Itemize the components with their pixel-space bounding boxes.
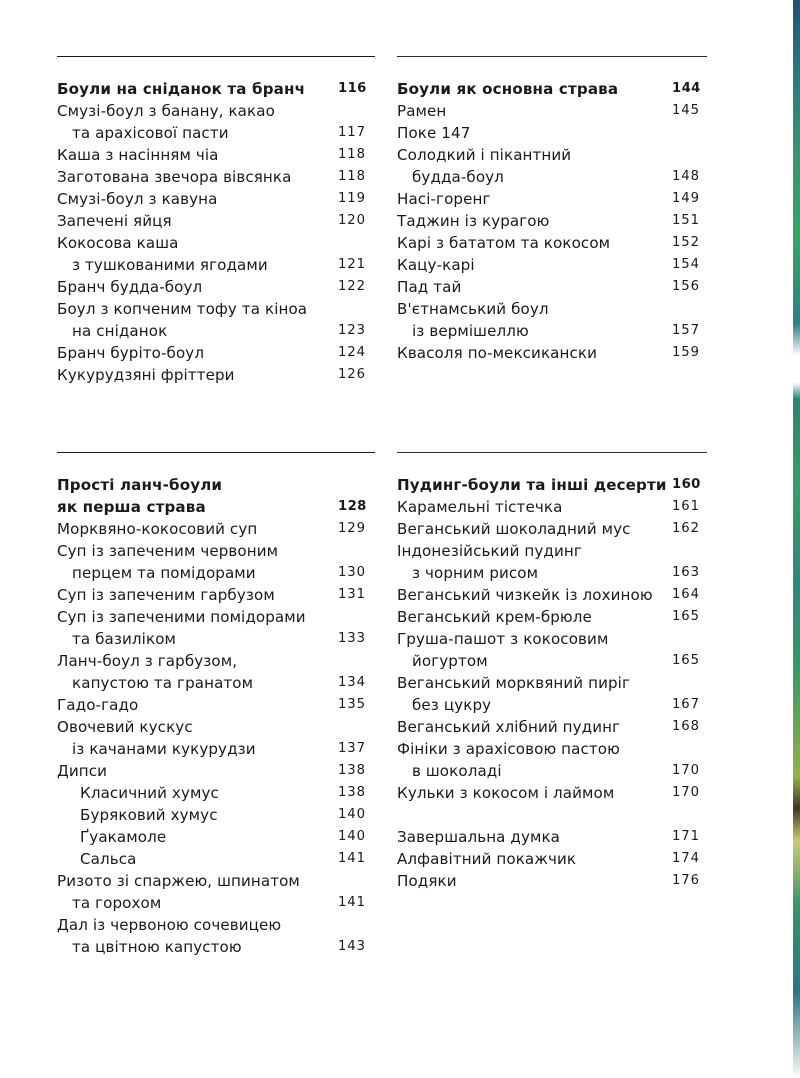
toc-entry[interactable] <box>57 342 375 364</box>
toc-entry-line <box>57 694 375 716</box>
toc-entry-line <box>397 738 707 760</box>
toc-entry-label: Ланч-боул з гарбузом, <box>57 652 238 670</box>
toc-entry-line <box>397 78 707 100</box>
toc-entry-line <box>397 584 707 606</box>
toc-page-number: 162 <box>672 521 700 536</box>
toc-entry-label: із вермішеллю <box>412 322 529 340</box>
toc-entry[interactable] <box>57 276 375 298</box>
toc-entry-label: Кульки з кокосом і лаймом <box>397 784 615 802</box>
toc-group-spacer <box>397 804 707 826</box>
toc-page-number: 124 <box>338 345 366 360</box>
toc-entry[interactable] <box>57 518 375 540</box>
toc-entry-line <box>57 628 375 650</box>
toc-entry-label: та базиліком <box>72 630 177 648</box>
toc-entry-line <box>397 716 707 738</box>
toc-entry-label: Груша-пашот з кокосовим <box>397 630 609 648</box>
toc-entry-line <box>57 100 375 122</box>
toc-entry-label: В'єтнамський боул <box>397 300 549 318</box>
toc-entry-line <box>57 540 375 562</box>
toc-entry[interactable] <box>397 122 707 144</box>
toc-entry-label: Ризото зі спаржею, шпинатом <box>57 872 300 890</box>
toc-entry[interactable] <box>397 848 707 870</box>
toc-entry-line <box>57 760 375 782</box>
toc-entry-label: Веганський крем-брюле <box>397 608 592 626</box>
toc-entry[interactable] <box>397 496 707 518</box>
toc-entry-label: із качанами кукурудзи <box>72 740 256 758</box>
toc-entry-line <box>57 364 375 386</box>
toc-entry[interactable] <box>57 188 375 210</box>
toc-entry-line <box>397 826 707 848</box>
toc-entry-line <box>57 782 375 804</box>
toc-page-number: 118 <box>338 147 366 162</box>
toc-entry-label: Пудинг-боули та інші десерти <box>397 476 667 494</box>
toc-entry[interactable] <box>397 100 707 122</box>
section-rule <box>57 56 375 57</box>
toc-entry-line <box>57 936 375 958</box>
toc-entry-line <box>57 716 375 738</box>
toc-entry-label: Бранч буріто-боул <box>57 344 205 362</box>
toc-entry[interactable] <box>57 144 375 166</box>
toc-entry-label: Кукурудзяні фріттери <box>57 366 235 384</box>
toc-entry-label: Суп із запеченими помідорами <box>57 608 306 626</box>
toc-entry-line <box>57 144 375 166</box>
toc-entry-line <box>397 342 707 364</box>
section-rule <box>397 56 707 57</box>
toc-section-heading[interactable] <box>397 474 707 496</box>
toc-entry-label: Кокосова каша <box>57 234 179 252</box>
toc-entry-label: Смузі-боул з кавуна <box>57 190 218 208</box>
toc-entry-label: Овочевий кускус <box>57 718 193 736</box>
toc-entry-label: Веганський хлібний пудинг <box>397 718 621 736</box>
toc-page-number: 131 <box>338 587 366 602</box>
toc-page-number: 116 <box>338 81 367 96</box>
toc-entry[interactable] <box>57 540 375 584</box>
toc-entry[interactable] <box>57 760 375 782</box>
toc-entry-label: Буряковий хумус <box>80 806 218 824</box>
toc-section-heading[interactable] <box>397 78 707 100</box>
toc-entry-line <box>57 826 375 848</box>
toc-entry-line <box>57 320 375 342</box>
toc-page-number: 144 <box>672 81 701 96</box>
toc-entry-line <box>397 276 707 298</box>
toc-entry-label: Карамельні тістечка <box>397 498 563 516</box>
toc-entry-line <box>397 870 707 892</box>
toc-entry-line <box>57 188 375 210</box>
toc-page-number: 129 <box>338 521 366 536</box>
toc-entry-label: йогуртом <box>412 652 488 670</box>
toc-entry-line <box>397 210 707 232</box>
toc-page-number: 174 <box>672 851 700 866</box>
facing-page-edge-sliver <box>793 0 800 1078</box>
toc-page-number: 121 <box>338 257 366 272</box>
toc-page-number: 145 <box>672 103 700 118</box>
toc-entry-label: в шоколаді <box>412 762 502 780</box>
toc-entry-label: Поке 147 <box>397 124 471 142</box>
toc-page-number: 163 <box>672 565 700 580</box>
toc-entry-label: Бранч будда-боул <box>57 278 203 296</box>
section-entries <box>397 474 707 892</box>
toc-entry[interactable] <box>397 738 707 782</box>
toc-entry-line <box>57 650 375 672</box>
toc-entry-label: Пад тай <box>397 278 462 296</box>
toc-entry-label: та арахісової пасти <box>72 124 229 142</box>
toc-page-number: 165 <box>672 609 700 624</box>
toc-entry[interactable] <box>397 540 707 584</box>
toc-entry-label: Каша з насінням чіа <box>57 146 219 164</box>
toc-entry-line <box>57 672 375 694</box>
section-entries <box>57 474 375 958</box>
toc-entry-label: з чорним рисом <box>412 564 539 582</box>
toc-entry-label: капустою та гранатом <box>72 674 254 692</box>
toc-page-number: 130 <box>338 565 366 580</box>
toc-entry-label: перцем та помідорами <box>72 564 256 582</box>
toc-entry-label: Квасоля по-мексикански <box>397 344 598 362</box>
toc-entry-line <box>57 210 375 232</box>
toc-page-number: 167 <box>672 697 700 712</box>
toc-entry-label: Прості ланч-боули <box>57 476 223 494</box>
toc-entry-label: Дал із червоною сочевицею <box>57 916 282 934</box>
toc-entry-label: Боули на сніданок та бранч <box>57 80 306 98</box>
toc-entry[interactable] <box>397 826 707 848</box>
toc-page-number: 176 <box>672 873 700 888</box>
toc-entry[interactable] <box>397 716 707 738</box>
toc-page-number: 143 <box>338 939 366 954</box>
toc-entry-line <box>397 298 707 320</box>
toc-entry-line <box>397 672 707 694</box>
toc-entry-line <box>57 298 375 320</box>
toc-entry[interactable] <box>57 232 375 276</box>
toc-entry-line <box>57 474 375 496</box>
toc-entry-label: Фініки з арахісовою пастою <box>397 740 620 758</box>
toc-page-number: 128 <box>338 499 367 514</box>
toc-entry[interactable] <box>57 716 375 760</box>
toc-page-number: 170 <box>672 785 700 800</box>
toc-entry-line <box>397 254 707 276</box>
toc-entry-line <box>397 232 707 254</box>
toc-entry-line <box>397 694 707 716</box>
toc-entry-line <box>397 122 707 144</box>
toc-section-breakfast <box>57 56 375 386</box>
toc-entry[interactable] <box>397 870 707 892</box>
toc-entry-label: Суп із запеченим гарбузом <box>57 586 275 604</box>
toc-page-number: 135 <box>338 697 366 712</box>
toc-section-lunch <box>57 452 375 958</box>
toc-entry[interactable] <box>397 782 707 804</box>
toc-entry-line <box>397 188 707 210</box>
toc-page-number: 141 <box>338 895 366 910</box>
toc-section-heading[interactable] <box>57 78 375 100</box>
toc-entry-line <box>57 166 375 188</box>
toc-page-number: 119 <box>338 191 366 206</box>
toc-page-number: 171 <box>672 829 700 844</box>
toc-entry-line <box>57 276 375 298</box>
toc-entry-line <box>57 870 375 892</box>
toc-entry-line <box>397 848 707 870</box>
toc-entry-line <box>57 914 375 936</box>
toc-entry-line <box>57 254 375 276</box>
toc-entry-label: Запечені яйця <box>57 212 172 230</box>
toc-entry[interactable] <box>397 188 707 210</box>
toc-entry-line <box>397 628 707 650</box>
toc-page-number: 118 <box>338 169 366 184</box>
toc-entry[interactable] <box>57 606 375 650</box>
toc-entry[interactable] <box>397 628 707 672</box>
toc-page-number: 140 <box>338 807 366 822</box>
toc-entry[interactable] <box>397 254 707 276</box>
toc-entry-line <box>57 518 375 540</box>
toc-entry-label: Алфавітний покажчик <box>397 850 577 868</box>
toc-page-number: 137 <box>338 741 366 756</box>
toc-entry-line <box>397 496 707 518</box>
toc-entry-label: та горохом <box>72 894 162 912</box>
toc-entry-line <box>57 804 375 826</box>
toc-entry[interactable] <box>397 518 707 540</box>
toc-entry[interactable] <box>397 606 707 628</box>
toc-page-number: 161 <box>672 499 700 514</box>
toc-entry-label: Боули як основна страва <box>397 80 619 98</box>
toc-entry-line <box>397 144 707 166</box>
toc-entry[interactable] <box>57 364 375 386</box>
toc-entry-label: Заготована звечора вівсянка <box>57 168 292 186</box>
toc-entry-label: Веганський чизкейк із лохиною <box>397 586 653 604</box>
toc-entry-line <box>57 122 375 144</box>
section-rule <box>57 452 375 453</box>
toc-entry-line <box>57 78 375 100</box>
toc-page-number: 138 <box>338 763 366 778</box>
toc-entry-label: Завершальна думка <box>397 828 561 846</box>
toc-entry-label: будда-боул <box>412 168 504 186</box>
toc-entry[interactable] <box>57 694 375 716</box>
toc-section-mains <box>397 56 707 364</box>
toc-entry-line <box>397 166 707 188</box>
toc-page-number: 140 <box>338 829 366 844</box>
toc-entry-line <box>397 562 707 584</box>
toc-entry-line <box>57 232 375 254</box>
section-entries <box>397 78 707 364</box>
toc-page-number: 165 <box>672 653 700 668</box>
toc-entry-label: Веганський морквяний пиріг <box>397 674 630 692</box>
toc-page-number: 170 <box>672 763 700 778</box>
toc-sub-entry[interactable] <box>57 782 375 804</box>
toc-page-number: 122 <box>338 279 366 294</box>
toc-entry-label: Солодкий і пікантний <box>397 146 572 164</box>
section-entries <box>57 78 375 386</box>
toc-entry[interactable] <box>397 672 707 716</box>
toc-entry-label: Дипси <box>57 762 108 780</box>
toc-entry-label: Карі з бататом та кокосом <box>397 234 611 252</box>
toc-entry-line <box>397 518 707 540</box>
toc-page-number: 117 <box>338 125 366 140</box>
toc-page-number: 149 <box>672 191 700 206</box>
toc-page-number: 157 <box>672 323 700 338</box>
toc-page-number: 152 <box>672 235 700 250</box>
toc-entry[interactable] <box>57 166 375 188</box>
toc-section-desserts <box>397 452 707 892</box>
toc-entry[interactable] <box>57 584 375 606</box>
toc-page-number: 138 <box>338 785 366 800</box>
toc-page-number: 126 <box>338 367 366 382</box>
toc-entry-line <box>57 496 375 518</box>
toc-page-number: 168 <box>672 719 700 734</box>
toc-entry[interactable] <box>397 276 707 298</box>
toc-entry-label: Морквяно-кокосовий суп <box>57 520 258 538</box>
toc-sub-entry[interactable] <box>57 826 375 848</box>
toc-entry-line <box>397 782 707 804</box>
toc-page-number: 123 <box>338 323 366 338</box>
toc-entry-label: Індонезійський пудинг <box>397 542 582 560</box>
toc-page-number: 120 <box>338 213 366 228</box>
toc-entry-label: Таджин із курагою <box>397 212 550 230</box>
toc-entry-label: Сальса <box>80 850 137 868</box>
toc-entry-label: Гадо-гадо <box>57 696 139 714</box>
toc-entry[interactable] <box>57 650 375 694</box>
toc-entry-label: на сніданок <box>72 322 168 340</box>
toc-entry-label: Класичний хумус <box>80 784 219 802</box>
toc-entry[interactable] <box>57 298 375 342</box>
toc-entry-label: Боул з копченим тофу та кіноа <box>57 300 308 318</box>
toc-page-number: 134 <box>338 675 366 690</box>
toc-entry-line <box>57 584 375 606</box>
toc-entry-label: Смузі-боул з бананy, какао <box>57 102 275 120</box>
toc-entry-label: з тушкованими ягодами <box>72 256 268 274</box>
toc-entry-label: Веганський шоколадний мус <box>397 520 631 538</box>
toc-entry[interactable] <box>397 342 707 364</box>
toc-entry[interactable] <box>397 232 707 254</box>
toc-entry-line <box>397 474 707 496</box>
toc-entry[interactable] <box>57 870 375 914</box>
toc-entry[interactable] <box>397 144 707 188</box>
toc-entry-label: Кацу-карі <box>397 256 475 274</box>
section-rule <box>397 452 707 453</box>
toc-sub-entry[interactable] <box>57 848 375 870</box>
toc-page-number: 154 <box>672 257 700 272</box>
toc-section-heading[interactable] <box>57 474 375 518</box>
toc-entry-line <box>57 892 375 914</box>
toc-entry-line <box>57 848 375 870</box>
toc-entry-line <box>57 606 375 628</box>
toc-entry[interactable] <box>397 210 707 232</box>
toc-sub-entry[interactable] <box>57 804 375 826</box>
toc-entry[interactable] <box>57 914 375 958</box>
toc-page-number: 133 <box>338 631 366 646</box>
toc-page-number: 164 <box>672 587 700 602</box>
toc-page-number: 148 <box>672 169 700 184</box>
toc-entry[interactable] <box>397 584 707 606</box>
toc-entry-line <box>397 100 707 122</box>
toc-entry-label: та цвітною капустою <box>72 938 242 956</box>
toc-entry-label: Ґуакамоле <box>80 828 167 846</box>
toc-page-number: 159 <box>672 345 700 360</box>
toc-entry-line <box>397 760 707 782</box>
toc-entry[interactable] <box>397 298 707 342</box>
toc-entry[interactable] <box>57 100 375 144</box>
toc-entry-label: Насі-горенг <box>397 190 491 208</box>
toc-entry-line <box>397 320 707 342</box>
toc-entry[interactable] <box>57 210 375 232</box>
toc-entry-label: Суп із запеченим червоним <box>57 542 279 560</box>
toc-entry-line <box>397 650 707 672</box>
toc-entry-line <box>397 540 707 562</box>
toc-page-number: 151 <box>672 213 700 228</box>
toc-entry-label: Рамен <box>397 102 447 120</box>
toc-page-number: 160 <box>672 477 701 492</box>
toc-entry-label: Подяки <box>397 872 457 890</box>
toc-entry-line <box>57 342 375 364</box>
toc-entry-line <box>397 606 707 628</box>
toc-page-number: 141 <box>338 851 366 866</box>
toc-page-number: 156 <box>672 279 700 294</box>
toc-entry-line <box>57 562 375 584</box>
toc-entry-label: без цукру <box>412 696 492 714</box>
toc-entry-line <box>57 738 375 760</box>
toc-entry-label: як перша страва <box>57 498 206 516</box>
